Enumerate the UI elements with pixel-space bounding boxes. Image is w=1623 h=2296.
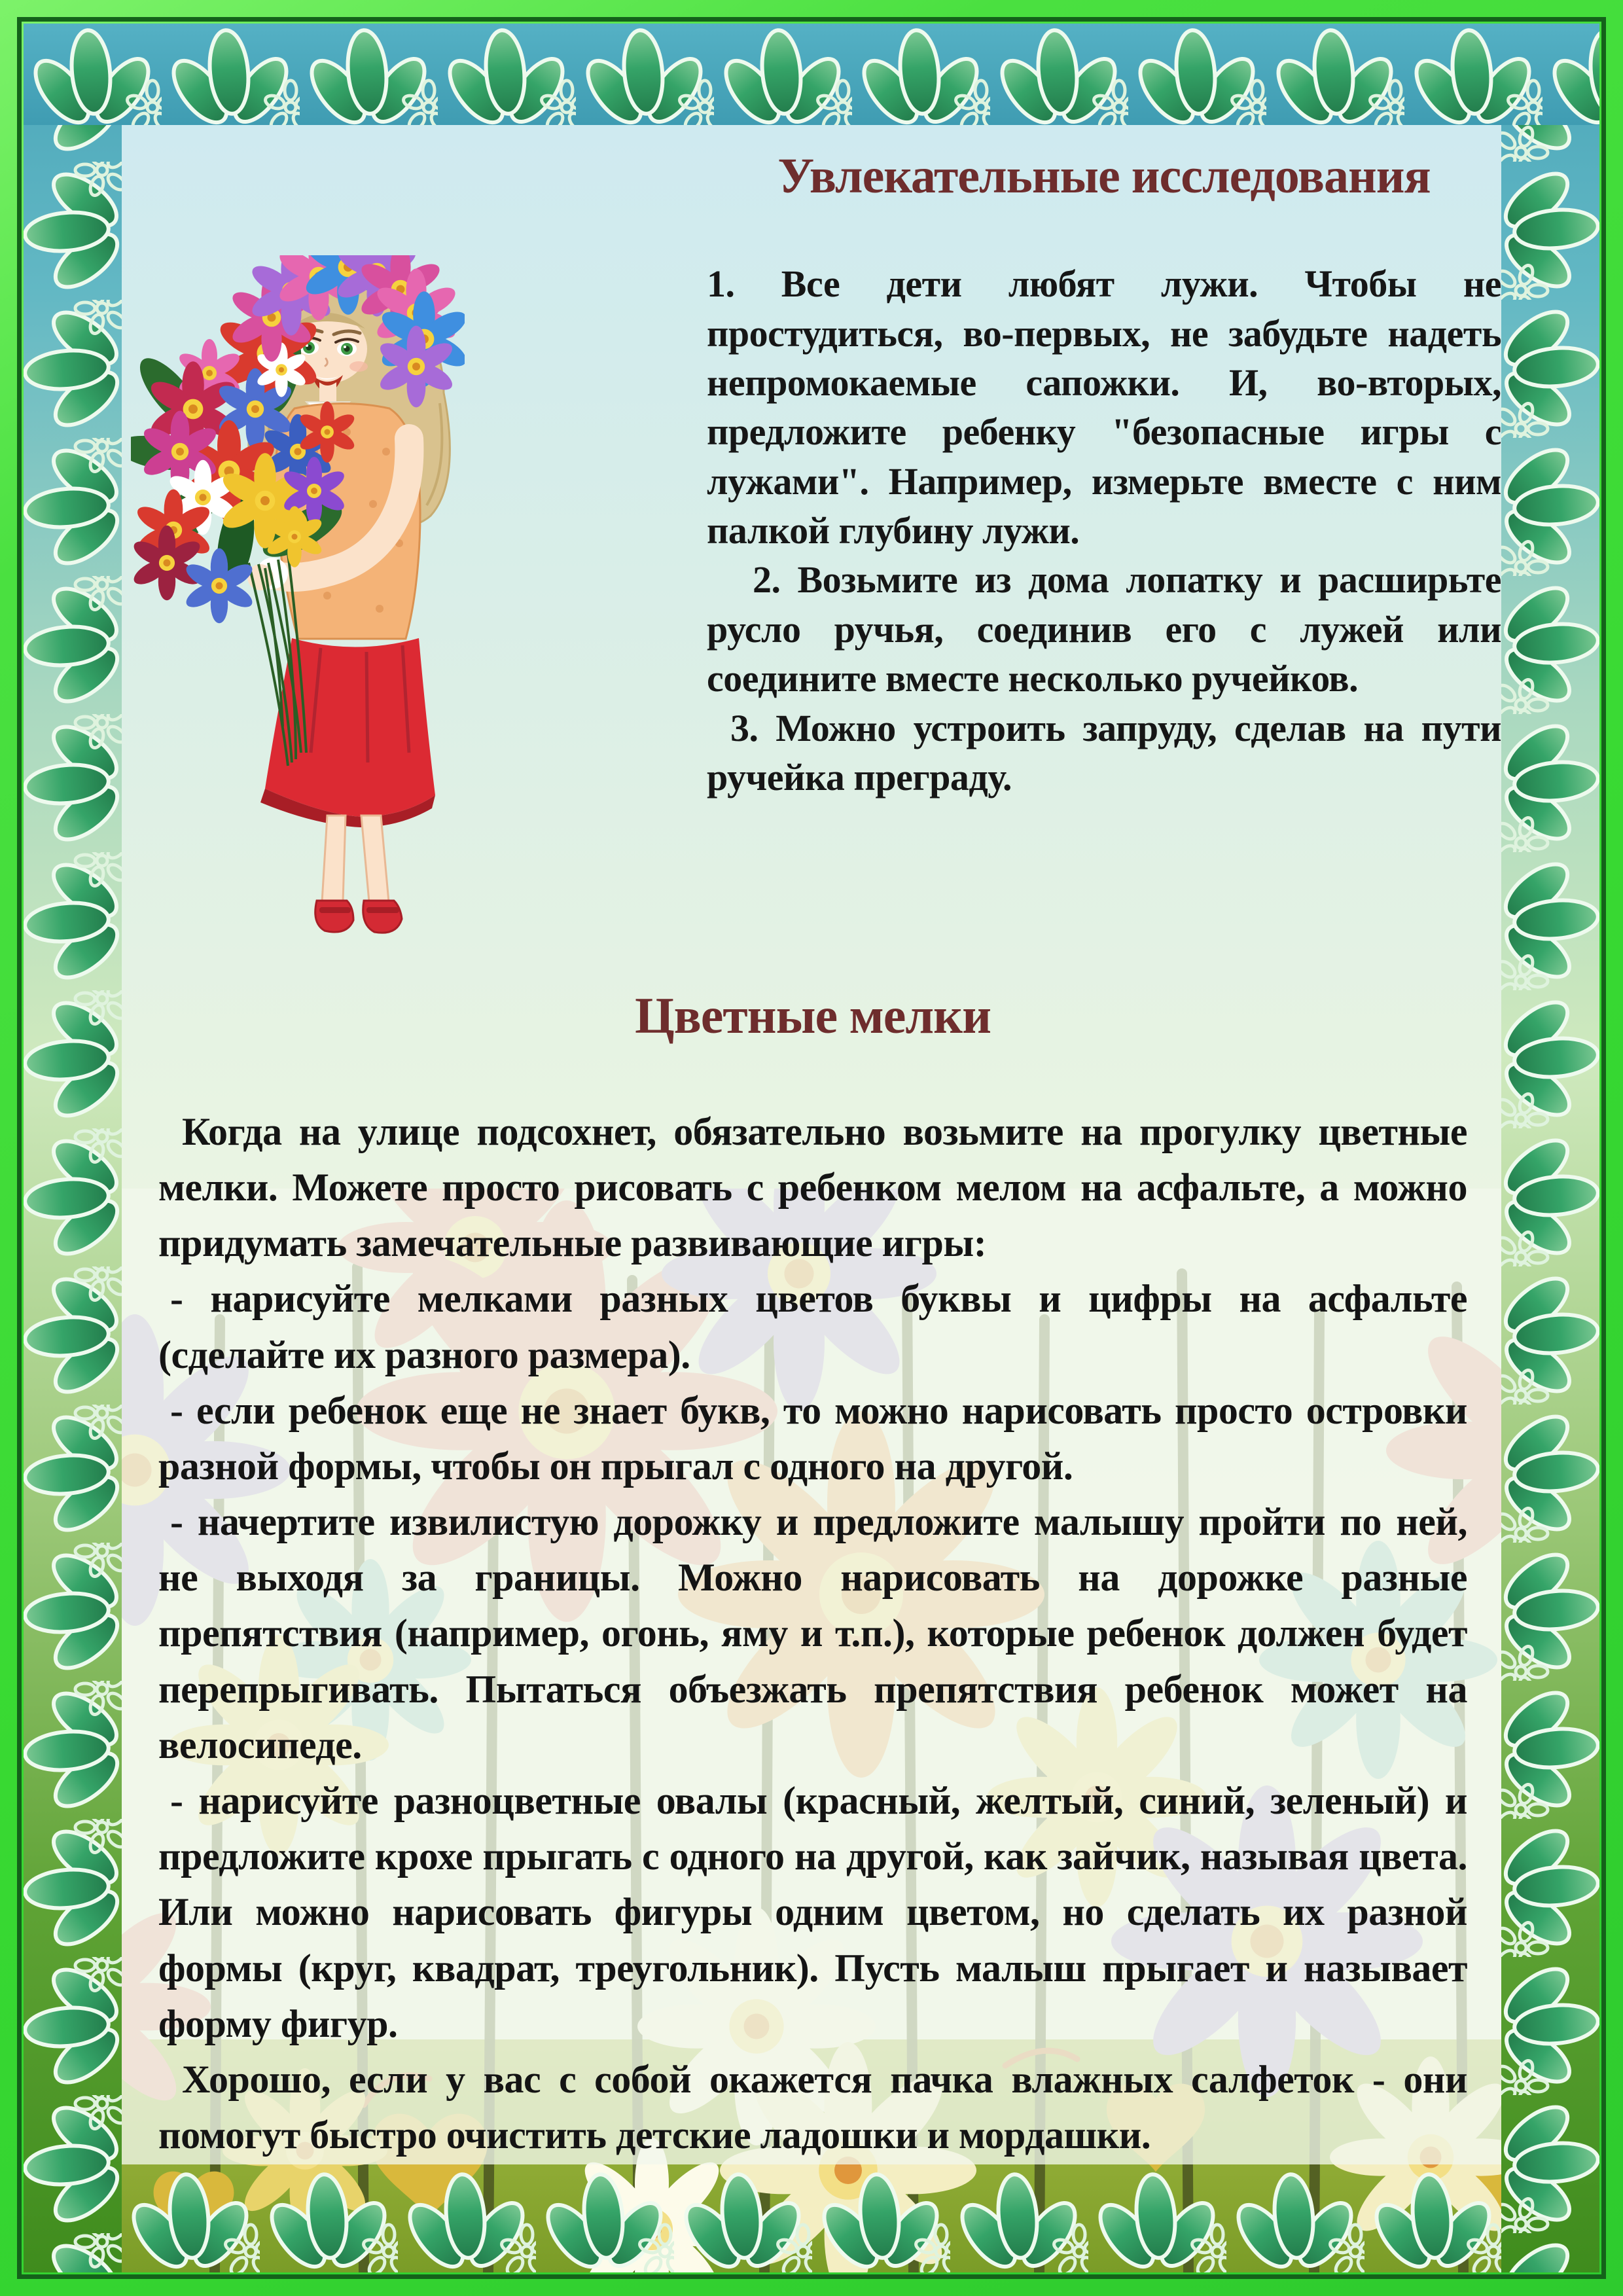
section2-intro: Когда на улице подсохнет, обязательно возьмите на прогулку цветные мелки. Можете просто рисовать с ребенком мелом на асфальте, а можно придумать замечательные развивающие игры: <box>158 1109 1467 1265</box>
section2-bullet-3: - начертите извилистую дорожку и предложите малышу пройти по ней, не выходя за границы. Можно нарисовать на дорожке разные препятствия (например, огонь, яму и т.п.), которые ребенок должен будет перепрыгивать. Пытаться объезжать препятствия ребенок может на велосипеде. <box>158 1500 1467 1767</box>
border-ornament-left <box>24 24 122 2272</box>
section1-paragraph-2: 2. Возьмите из дома лопатку и расширьте русло ручья, соединив его с лужей или соедините вместе несколько ручейков. <box>707 558 1501 700</box>
main-layout <box>122 125 1501 2168</box>
section-research <box>707 149 1501 802</box>
section1-paragraph-1: 1. Все дети любят лужи. Чтобы не простудиться, во-первых, не забудьте надеть непромокаемые сапожки. И, во-вторых, предложите ребенку "безопасные игры с лужами". Например, измерьте вместе с ним палкой глубину лужи. <box>707 262 1501 552</box>
section1-title: Увлекательные исследования <box>777 149 1431 204</box>
girl-with-bouquet-illustration <box>131 255 465 939</box>
section2-bullet-2: - если ребенок еще не знает букв, то можно нарисовать просто островки разной формы, чтобы он прыгал с одного на другой. <box>158 1388 1467 1488</box>
border-ornament-top <box>24 24 1599 125</box>
content-area <box>24 24 1599 2272</box>
section2-bullet-1: - нарисуйте мелками разных цветов буквы и цифры на асфальте (сделайте их разного размера). <box>158 1277 1467 1376</box>
section1-paragraph-3: 3. Можно устроить запруду, сделав на пути ручейка преграду. <box>707 706 1501 799</box>
section2-title: Цветные мелки <box>634 987 991 1044</box>
border-ornament-bottom <box>122 2168 1501 2272</box>
border-ornament-right <box>1501 24 1599 2272</box>
section-chalk <box>158 988 1467 2163</box>
section2-bullet-4: - нарисуйте разноцветные овалы (красный, желтый, синий, зеленый) и предложите крохе прыгать с одного на другой, как зайчик, называя цвета. Или можно нарисовать фигуры одним цветом, но сделать их разной формы (круг, квадрат, треугольник). Пусть малыш прыгает и называет форму фигур. <box>158 1779 1467 2045</box>
section2-outro: Хорошо, если у вас с собой окажется пачка влажных салфеток - они помогут быстро очистить детские ладошки и мордашки. <box>158 2057 1467 2157</box>
